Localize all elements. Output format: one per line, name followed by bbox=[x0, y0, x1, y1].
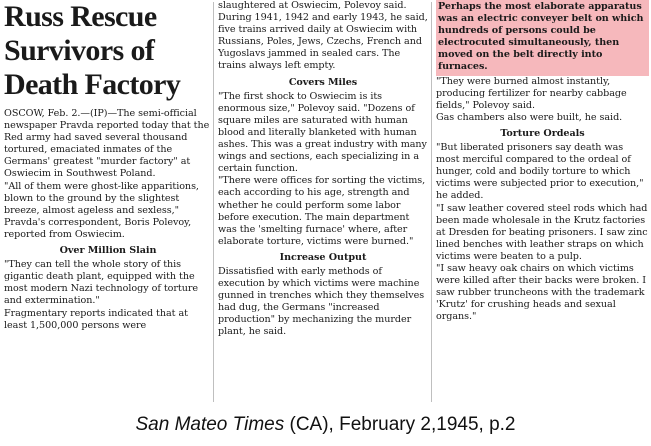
column-2 bbox=[218, 0, 428, 339]
subheading: Covers Miles bbox=[288, 76, 358, 88]
paragraph: Gas chambers also were built, he said. bbox=[436, 111, 623, 123]
column-1 bbox=[4, 0, 212, 332]
column-divider bbox=[431, 2, 432, 402]
subheading: Torture Ordeals bbox=[500, 127, 585, 139]
paragraph: "There were offices for sorting the victims, each according to his age, strength and whether he could perform some labor before execution. The main department was the 'smelting furnace' where, after elaborate torture, victims were burned." bbox=[218, 175, 426, 247]
paragraph: slaughtered at Oswiecim, Polevoy said. During 1941, 1942 and early 1943, he said, five trains arrived daily at Oswiecim with Russians, Poles, Jews, Czechs, French and Yugoslavs jammed in sealed cars. The trains always left empty. bbox=[218, 0, 428, 72]
paragraph: "I saw heavy oak chairs on which victims were killed after their backs were broken. I saw rubber truncheons with the trademark 'Krutz' for crushing heads and sexual organs." bbox=[436, 262, 647, 323]
paragraph: OSCOW, Feb. 2.—(IP)—The semi-official newspaper Pravda reported today that the Red army had saved several thousand tortured, emaciated inmates of the Germans' greatest "murder factory" at Oswiecim in Southwest Poland. bbox=[4, 108, 210, 180]
caption-rest: (CA), February 2,1945, p.2 bbox=[284, 414, 516, 435]
paragraph: "I saw leather covered steel rods which had been made wholesale in the Krutz factories at Dresden for beating prisoners. I saw zinc lined benches with leather straps on which victims were beaten to a pulp. bbox=[436, 202, 648, 262]
paragraph: "The first shock to Oswiecim is its enormous size," Polevoy said. "Dozens of square miles are saturated with human blood and literally blanketed with human ashes. This was a great industry with many wings and sections, each specializing in a certain function. bbox=[218, 90, 427, 175]
headline-line: Death Factory bbox=[4, 68, 181, 101]
paragraph: "All of them were ghost-like apparitions, blown to the ground by the slightest breeze, almost ageless and sexless," Pravda's correspondent, Boris Polevoy, reported from Oswiecim. bbox=[4, 180, 199, 240]
subheading: Increase Output bbox=[279, 251, 367, 263]
headline bbox=[4, 0, 212, 102]
paragraph: "They were burned almost instantly, producing fertilizer for nearby cabbage fields," Polevoy said. bbox=[436, 75, 627, 111]
headline-line: Russ Rescue bbox=[4, 0, 157, 33]
paragraph: Fragmentary reports indicated that at least 1,500,000 persons were bbox=[4, 307, 188, 331]
column-divider bbox=[213, 2, 214, 402]
paragraph: "They can tell the whole story of this gigantic death plant, equipped with the most modern Nazi technology of torture and extermination." bbox=[4, 259, 198, 307]
headline-line: Survivors of bbox=[4, 34, 155, 67]
caption-source: San Mateo Times bbox=[135, 414, 285, 435]
subheading: Over Million Slain bbox=[59, 245, 157, 257]
paragraph: "But liberated prisoners say death was most merciful compared to the ordeal of hunger, cold and bodily torture to which victims were subjected prior to execution," he added. bbox=[436, 142, 644, 202]
paragraph: Dissatisfied with early methods of execution by which victims were machine gunned in trenches which they themselves had dug, the Germans "increased production" by mechanizing the murder plant, he said. bbox=[218, 265, 425, 338]
highlighted-paragraph: Perhaps the most elaborate apparatus was an electric conveyer belt on which hundreds of persons could be electrocuted simultaneously, then moved on the belt directly into furnaces. bbox=[436, 0, 649, 76]
column-3 bbox=[436, 0, 649, 323]
source-caption bbox=[0, 414, 651, 436]
